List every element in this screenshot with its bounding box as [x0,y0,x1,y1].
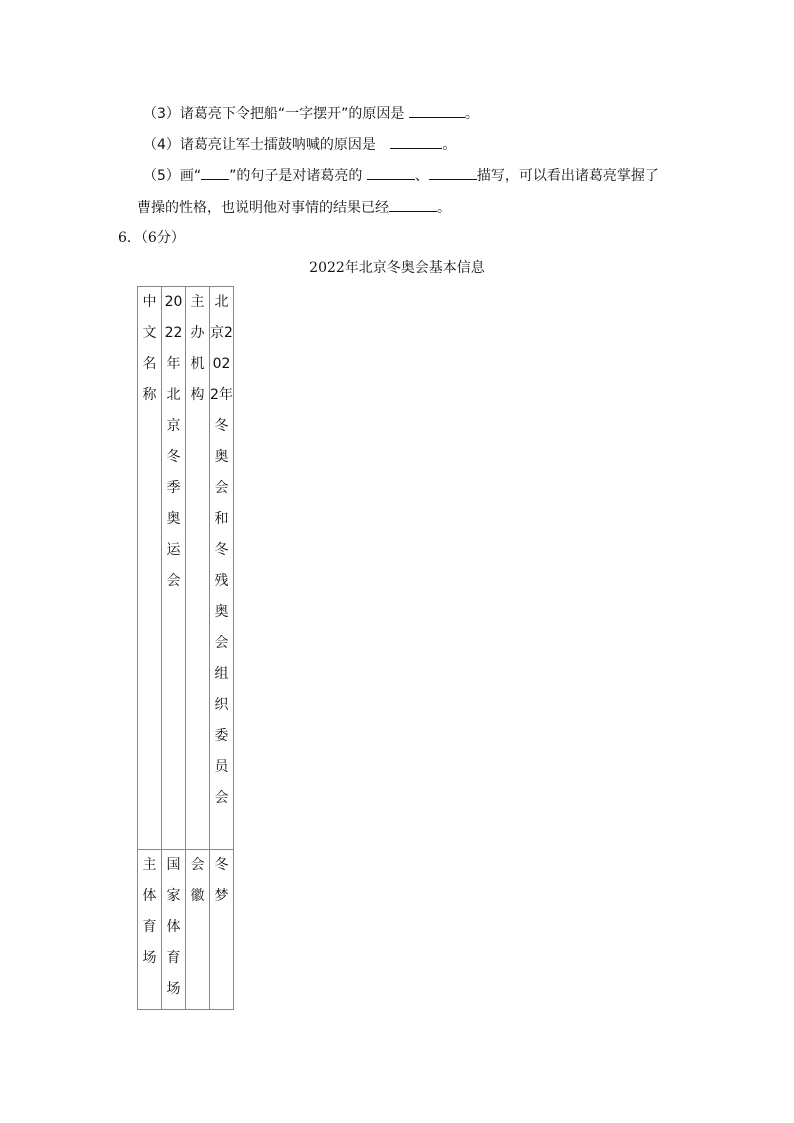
q5-item5-line2 [137,196,451,218]
q5-item5-sep: 、 [414,168,429,184]
table-row [138,850,234,1010]
q5-item4-text: （4）诸葛亮让军士擂鼓呐喊的原因是 [143,137,381,153]
table-cell: 北京2022年冬奥会和冬残奥会组织委员会 [210,287,234,850]
table-title: 2022年北京冬奥会基本信息 [309,260,485,276]
table-cell: 主办机构 [186,287,210,850]
table-row [138,287,234,850]
q5-item5-part1: （5）画“ [143,168,202,184]
q5-item3-text: （3）诸葛亮下令把船“一字摆开”的原因是 [143,106,409,122]
answer-blank[interactable] [429,164,477,180]
q5-item3-end: 。 [464,106,479,122]
answer-blank[interactable] [409,102,465,118]
q5-item5 [143,164,659,186]
q5-item4-end: 。 [442,137,457,153]
underline-mark [201,164,229,180]
q5-item4 [143,133,456,155]
table-cell: 主体育场 [138,850,162,1010]
answer-blank[interactable] [390,133,442,149]
table-cell: 冬梦 [210,850,234,1010]
q5-item5-line2-text: 曹操的性格，也说明他对事情的结果已经 [137,200,389,216]
question-number: 6．（6分） [118,230,185,246]
q5-item3 [143,102,479,124]
q5-item5-part3: 描写，可以看出诸葛亮掌握了 [476,168,659,184]
info-table [137,286,234,1010]
table-cell: 国家体育场 [162,850,186,1010]
table-cell: 中文名称 [138,287,162,850]
table-cell: 会徽 [186,850,210,1010]
answer-blank[interactable] [389,196,437,212]
q5-item5-part2: ”的句子是对诸葛亮的 [229,168,367,184]
table-cell: 2022年北京冬季奥运会 [162,287,186,850]
q5-item5-end: 。 [437,200,451,216]
answer-blank[interactable] [367,164,415,180]
